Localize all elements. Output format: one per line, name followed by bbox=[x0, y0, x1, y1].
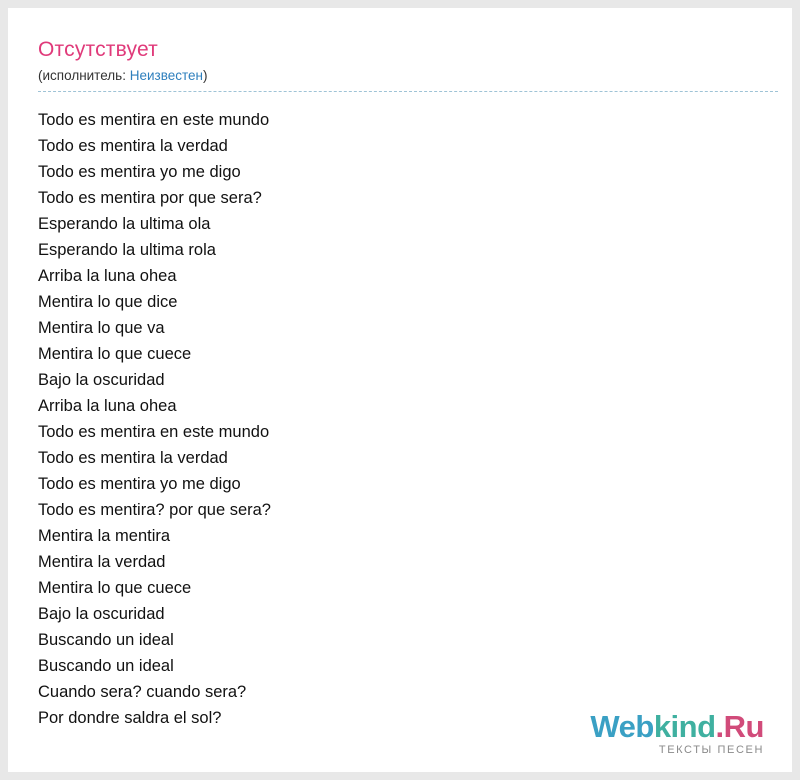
artist-line bbox=[38, 68, 778, 92]
lyric-line: Cuando sera? cuando sera? bbox=[38, 683, 247, 701]
lyric-line: Mentira lo que cuece bbox=[38, 579, 192, 597]
watermark-subtitle: ТЕКСТЫ ПЕСЕН bbox=[658, 744, 764, 756]
watermark-ru: Ru bbox=[723, 709, 764, 744]
lyric-line: Mentira lo que va bbox=[38, 319, 165, 337]
lyric-line: Por dondre saldra el sol? bbox=[38, 709, 222, 727]
song-content bbox=[38, 38, 768, 731]
lyric-line: Buscando un ideal bbox=[38, 657, 174, 675]
artist-close-paren: ) bbox=[202, 68, 208, 83]
lyric-line: Todo es mentira yo me digo bbox=[38, 163, 241, 181]
lyric-line: Todo es mentira en este mundo bbox=[38, 423, 270, 441]
lyric-line: Todo es mentira yo me digo bbox=[38, 475, 241, 493]
lyric-line: Todo es mentira? por que sera? bbox=[38, 501, 271, 519]
site-watermark bbox=[590, 711, 764, 756]
lyric-line: Mentira la verdad bbox=[38, 553, 166, 571]
watermark-logo bbox=[590, 711, 764, 742]
lyric-line: Arriba la luna ohea bbox=[38, 397, 177, 415]
lyric-line: Bajo la oscuridad bbox=[38, 605, 165, 623]
lyric-line: Mentira lo que dice bbox=[38, 293, 178, 311]
watermark-web: Web bbox=[590, 709, 654, 744]
artist-open-paren: ( bbox=[38, 68, 43, 83]
watermark-dot: . bbox=[715, 709, 724, 744]
page-title: Отсутствует bbox=[38, 38, 158, 61]
artist-label: исполнитель: bbox=[42, 68, 126, 83]
lyric-line: Buscando un ideal bbox=[38, 631, 174, 649]
lyric-line: Todo es mentira la verdad bbox=[38, 449, 228, 467]
lyric-line: Esperando la ultima rola bbox=[38, 241, 216, 259]
lyric-line: Todo es mentira por que sera? bbox=[38, 189, 262, 207]
lyric-line: Arriba la luna ohea bbox=[38, 267, 177, 285]
lyric-line: Todo es mentira en este mundo bbox=[38, 111, 270, 129]
lyric-line: Mentira la mentira bbox=[38, 527, 171, 545]
lyric-line: Mentira lo que cuece bbox=[38, 345, 192, 363]
lyric-line: Esperando la ultima ola bbox=[38, 215, 211, 233]
watermark-kind: kind bbox=[653, 709, 716, 744]
lyric-line: Todo es mentira la verdad bbox=[38, 137, 228, 155]
artist-link[interactable]: Неизвестен bbox=[129, 68, 203, 83]
lyric-line: Bajo la oscuridad bbox=[38, 371, 165, 389]
lyrics-body bbox=[38, 107, 768, 731]
document-page bbox=[8, 8, 792, 772]
